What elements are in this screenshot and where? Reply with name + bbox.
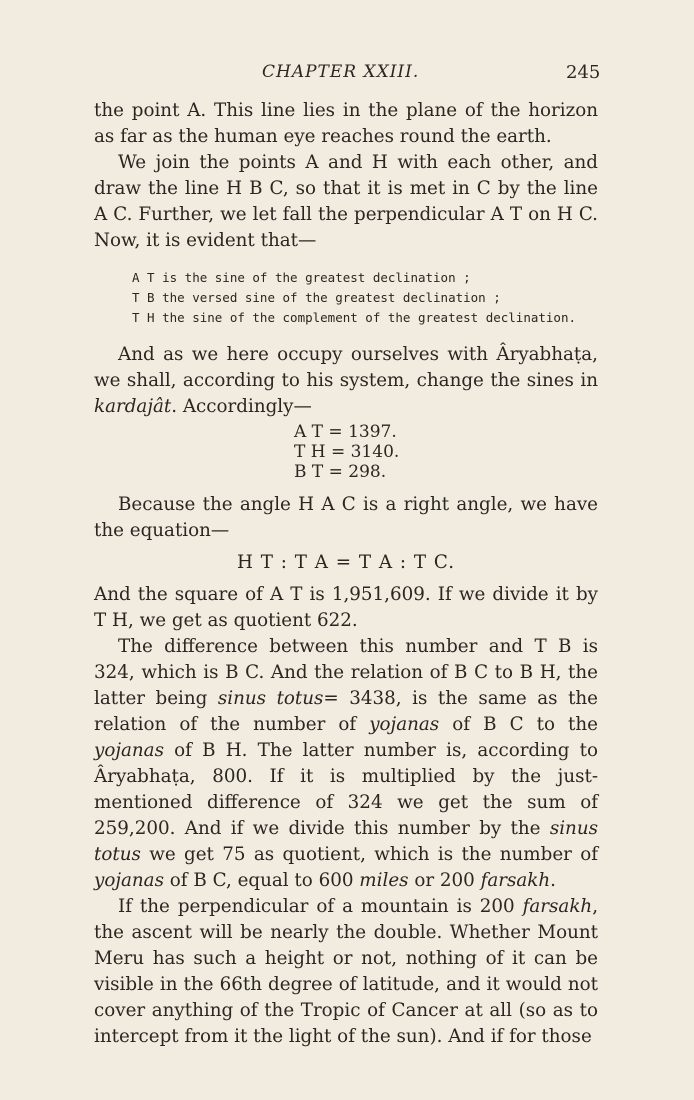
paragraph-4: Because the angle H A C is a right angle, we have the equation— bbox=[94, 494, 598, 541]
running-title: CHAPTER XXIII. bbox=[262, 62, 420, 82]
proportion-equation: H T : T A = T A : T C. bbox=[236, 552, 455, 573]
paragraph-6: The difference between this number and T B is 324, which is B C. And the relation of B C to B H, the latter being sinus totus= 3438, is the same as the relation of the number of yojanas of B C to the yojanas of B H. The latter number is, according to Âryabhaṭa, 800. If it is multiplied by the just-mentioned difference of 324 we get the sum of 259,200. And if we divide this number by the sinus totus we get 75 as quotient, which is the number of yojanas of B C, equal to 600 miles or 200 farsakh. bbox=[94, 636, 599, 891]
definitions-list bbox=[132, 268, 598, 328]
paragraph-5: And the square of A T is 1,951,609. If we divide it by T H, we get as quotient 622. bbox=[94, 584, 598, 631]
term-kardajat: kardajât bbox=[94, 396, 172, 417]
paragraph-3: And as we here occupy ourselves with Âryabhaṭa, we shall, according to his system, change the sines in kardajât. Accordingly— bbox=[94, 344, 598, 417]
definition-item: T H the sine of the complement of the greatest declination. bbox=[132, 310, 577, 325]
definition-item: T B the versed sine of the greatest declination ; bbox=[132, 290, 501, 305]
equation: T H = 3140. bbox=[294, 442, 400, 462]
page-body bbox=[94, 98, 598, 1050]
definition-item: A T is the sine of the greatest declination ; bbox=[132, 270, 471, 285]
equations-block bbox=[294, 422, 598, 482]
paragraph-1: the point A. This line lies in the plane of the horizon as far as the human eye reaches round the earth. bbox=[94, 100, 598, 147]
paragraph-2: We join the points A and H with each other, and draw the line H B C, so that it is met in C by the line A C. Further, we let fall the perpendicular A T on H C. Now, it is evident that— bbox=[94, 152, 598, 251]
page-header bbox=[0, 62, 694, 86]
equation: B T = 298. bbox=[294, 462, 387, 482]
paragraph-7: If the perpendicular of a mountain is 200 farsakh, the ascent will be nearly the double. Whether Mount Meru has such a height or not, nothing of it can be visible in the 66th degree of latitude, and it would not cover anything of the Tropic of Cancer at all (so as to intercept from it the light of the sun). And if for those bbox=[94, 896, 598, 1047]
page-number: 245 bbox=[566, 62, 601, 83]
equation: A T = 1397. bbox=[294, 422, 397, 442]
